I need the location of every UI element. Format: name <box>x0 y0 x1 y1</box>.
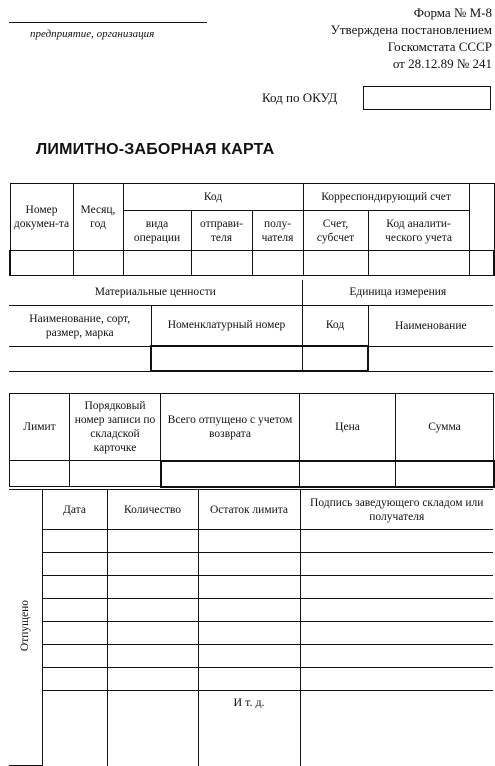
header-unit-name: Наименование <box>368 305 493 346</box>
cell-date[interactable] <box>42 691 107 766</box>
cell-quantity[interactable] <box>107 576 198 599</box>
approval-line-3: от 28.12.89 № 241 <box>392 56 492 71</box>
header-sender: отправи-теля <box>191 211 252 251</box>
table-row <box>9 668 493 691</box>
limit-table <box>9 393 495 488</box>
header-record-number: Порядковый номер записи по складской карточке <box>70 394 161 461</box>
cell-date[interactable] <box>42 553 107 576</box>
cell-limit-remaining[interactable] <box>198 668 300 691</box>
okud-label: Код по ОКУД <box>262 90 338 105</box>
etc-label: И т. д. <box>233 695 265 709</box>
cell-quantity[interactable] <box>107 691 198 766</box>
cell-limit-remaining[interactable] <box>198 553 300 576</box>
cell-doc-number[interactable] <box>10 251 73 276</box>
cell-date[interactable] <box>42 530 107 553</box>
cell-date[interactable] <box>42 599 107 622</box>
cell-quantity[interactable] <box>107 622 198 645</box>
table-row <box>9 576 493 599</box>
header-account-subaccount: Счет, субсчет <box>303 211 368 251</box>
cell-total-issued[interactable] <box>161 461 300 487</box>
header-analytic-code: Код аналити-ческого учета <box>368 211 469 251</box>
cell-date[interactable] <box>42 645 107 668</box>
table-row <box>9 553 493 576</box>
cell-account-subaccount[interactable] <box>303 251 368 276</box>
cell-nomenclature-number[interactable] <box>151 346 302 371</box>
cell-date[interactable] <box>42 576 107 599</box>
header-unit: Единица измерения <box>302 280 493 305</box>
table-row <box>9 622 493 645</box>
cell-signature[interactable] <box>300 645 493 668</box>
cell-unit-name[interactable] <box>368 346 493 371</box>
header-material-values: Материальные ценности <box>9 280 302 305</box>
header-month-year: Месяц, год <box>73 184 123 251</box>
cell-date[interactable] <box>42 622 107 645</box>
document-details-table <box>9 183 495 276</box>
cell-sum[interactable] <box>396 461 494 487</box>
header-limit-remaining: Остаток лимита <box>198 490 300 530</box>
header-nomenclature-number: Номенклатурный номер <box>151 305 302 346</box>
header-price: Цена <box>300 394 396 461</box>
cell-limit-remaining[interactable] <box>198 576 300 599</box>
cell-name-sort[interactable] <box>9 346 151 371</box>
cell-limit-remaining[interactable] <box>198 645 300 668</box>
approval-line-2: Госкомстата СССР <box>387 39 492 54</box>
issued-table <box>9 489 493 766</box>
form-approval-block <box>331 4 492 72</box>
organization-caption: предприятие, организация <box>30 28 155 40</box>
header-quantity: Количество <box>107 490 198 530</box>
cell-analytic-code[interactable] <box>368 251 469 276</box>
header-sum: Сумма <box>396 394 494 461</box>
cell-operation-type[interactable] <box>123 251 191 276</box>
header-receiver: полу-чателя <box>252 211 303 251</box>
organization-line <box>9 22 207 23</box>
cell-signature[interactable] <box>300 530 493 553</box>
table-row <box>9 599 493 622</box>
cell-record-number[interactable] <box>70 461 161 487</box>
cell-date[interactable] <box>42 668 107 691</box>
header-operation-type: вида операции <box>123 211 191 251</box>
table-row <box>9 691 493 766</box>
cell-limit-remaining[interactable] <box>198 622 300 645</box>
table-row <box>9 346 493 371</box>
cell-quantity[interactable] <box>107 668 198 691</box>
cell-quantity[interactable] <box>107 530 198 553</box>
cell-signature[interactable] <box>300 622 493 645</box>
cell-price[interactable] <box>300 461 396 487</box>
header-unit-code: Код <box>302 305 368 346</box>
table-row <box>10 461 494 487</box>
cell-signature[interactable] <box>300 576 493 599</box>
cell-month-year[interactable] <box>73 251 123 276</box>
table-row <box>9 645 493 668</box>
table-row <box>10 251 494 276</box>
header-blank <box>469 184 494 251</box>
header-date: Дата <box>42 490 107 530</box>
approval-line-1: Утверждена постановлением <box>330 22 492 37</box>
cell-limit-remaining[interactable] <box>198 530 300 553</box>
cell-signature[interactable] <box>300 599 493 622</box>
header-signature: Подпись заведующего складом или получателя <box>300 490 493 530</box>
cell-quantity[interactable] <box>107 645 198 668</box>
cell-limit[interactable] <box>10 461 70 487</box>
table-row <box>9 530 493 553</box>
etc-cell <box>198 691 300 766</box>
header-total-issued: Всего отпущено с учетом возврата <box>161 394 300 461</box>
header-code: Код <box>123 184 303 211</box>
form-number: Форма № М-8 <box>413 5 492 20</box>
header-corr-account: Корреспондирующий счет <box>303 184 469 211</box>
cell-sender[interactable] <box>191 251 252 276</box>
cell-blank[interactable] <box>469 251 494 276</box>
cell-signature[interactable] <box>300 691 493 766</box>
cell-signature[interactable] <box>300 553 493 576</box>
issued-label-cell <box>9 490 42 766</box>
header-doc-number: Номер докумен-та <box>10 184 73 251</box>
form-title: ЛИМИТНО-ЗАБОРНАЯ КАРТА <box>36 141 275 158</box>
cell-quantity[interactable] <box>107 599 198 622</box>
cell-quantity[interactable] <box>107 553 198 576</box>
cell-limit-remaining[interactable] <box>198 599 300 622</box>
okud-code-field[interactable] <box>363 86 491 110</box>
header-name-sort: Наименование, сорт, размер, марка <box>9 305 151 346</box>
header-limit: Лимит <box>10 394 70 461</box>
cell-unit-code[interactable] <box>302 346 368 371</box>
issued-label: Отпущено <box>19 599 32 652</box>
material-values-table <box>9 280 493 372</box>
cell-signature[interactable] <box>300 668 493 691</box>
cell-receiver[interactable] <box>252 251 303 276</box>
